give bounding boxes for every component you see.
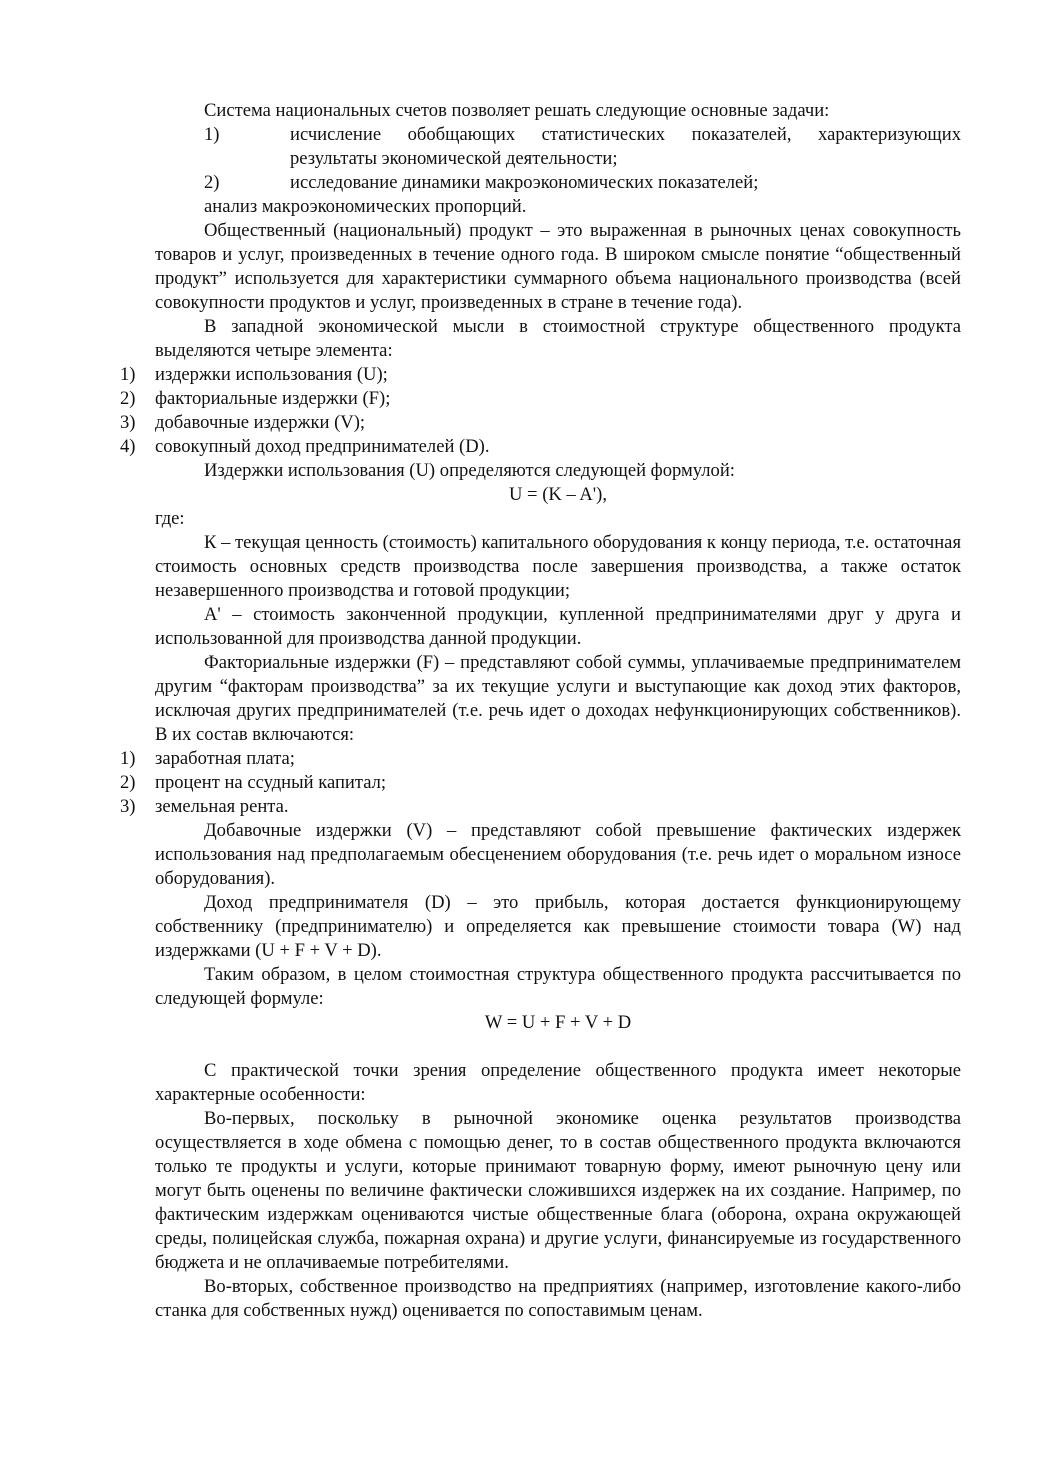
tasks-list <box>155 123 961 195</box>
list-number: 1) <box>120 748 136 769</box>
k-definition-paragraph: К – текущая ценность (стоимость) капитального оборудования к концу периода, т.е. остаточная стоимость основных средств производства после завершения производства, а также остаток незавершенного производства и готовой продукции; <box>155 532 961 601</box>
elements-list <box>120 363 961 459</box>
list-number: 1) <box>204 124 220 145</box>
western-thought-paragraph: В западной экономической мысли в стоимостной структуре общественного продукта выделяются четыре элемента: <box>155 316 961 361</box>
entrepreneur-income-paragraph: Доход предпринимателя (D) – это прибыль, которая достается функционирующему собственнику (предпринимателю) и определяется как превышение стоимости товара (W) над издержками (U + F + V + D). <box>155 892 961 961</box>
list-item <box>120 747 961 771</box>
additional-costs-paragraph: Добавочные издержки (V) – представляют собой превышение фактических издержек использования над предполагаемым обесценением оборудования (т.е. речь идет о моральном износе оборудования). <box>155 820 961 889</box>
list-text: исчисление обобщающих статистических показателей, характеризующих результаты экономической деятельности; <box>290 124 961 169</box>
formula-u: U = (K – A'), <box>508 484 608 505</box>
list-item <box>120 435 961 459</box>
list-number: 2) <box>204 172 220 193</box>
list-number: 1) <box>120 364 136 385</box>
where-label: где: <box>155 508 185 529</box>
list-item <box>120 363 961 387</box>
list-text: факториальные издержки (F); <box>155 388 391 409</box>
page-content <box>120 99 961 1323</box>
blank-line <box>155 1035 961 1059</box>
list-item <box>120 771 961 795</box>
usage-costs-paragraph: Издержки использования (U) определяются следующей формулой: <box>204 460 735 481</box>
list-item <box>155 171 961 195</box>
structure-paragraph: Таким образом, в целом стоимостная структура общественного продукта рассчитывается по следующей формуле: <box>155 964 961 1009</box>
list-text: земельная рента. <box>155 796 289 817</box>
list-number: 4) <box>120 436 136 457</box>
firstly-paragraph: Во-первых, поскольку в рыночной экономике оценка результатов производства осуществляется в ходе обмена с помощью денег, то в состав общественного продукта включаются только те продукты и услуги, которые принимают товарную форму, имеют рыночную цену или могут быть оценены по величине фактически сложившихся издержек на их создание. Например, по фактическим издержкам оцениваются чистые общественные блага (оборона, охрана окружающей среды, полицейская служба, пожарная охрана) и другие услуги, финансируемые из государственного бюджета и не оплачиваемые потребителями. <box>155 1108 961 1273</box>
list-number: 2) <box>120 388 136 409</box>
list-text: исследование динамики макроэкономических показателей; <box>290 172 759 193</box>
list-number: 3) <box>120 796 136 817</box>
formula-w: W = U + F + V + D <box>484 1012 632 1033</box>
list-item <box>155 123 961 171</box>
list-text: заработная плата; <box>155 748 295 769</box>
list-item <box>120 411 961 435</box>
intro-paragraph: Система национальных счетов позволяет решать следующие основные задачи: <box>204 100 830 121</box>
task-3-text: анализ макроэкономических пропорций. <box>204 196 527 217</box>
a-definition-paragraph: А' – стоимость законченной продукции, купленной предпринимателями друг у друга и использованной для производства данной продукции. <box>155 604 961 649</box>
list-number: 2) <box>120 772 136 793</box>
factorial-costs-paragraph: Факториальные издержки (F) – представляют собой суммы, уплачиваемые предпринимателем другим “факторам производства” за их текущие услуги и выступающие как доход этих факторов, исключая других предпринимателей (т.е. речь идет о доходах нефункционирующих собственников). В их состав включаются: <box>155 652 961 745</box>
secondly-paragraph: Во-вторых, собственное производство на предприятиях (например, изготовление какого-либо станка для собственных нужд) оценивается по сопоставимым ценам. <box>155 1276 961 1321</box>
factors-list <box>120 747 961 819</box>
list-text: издержки использования (U); <box>155 364 388 385</box>
list-item <box>120 795 961 819</box>
product-definition-paragraph: Общественный (национальный) продукт – это выраженная в рыночных ценах совокупность товаров и услуг, произведенных в течение одного года. В широком смысле понятие “общественный продукт” используется для характеристики суммарного объема национального производства (всей совокупности продуктов и услуг, произведенных в стране в течение года). <box>155 220 961 313</box>
list-number: 3) <box>120 412 136 433</box>
list-text: процент на ссудный капитал; <box>155 772 387 793</box>
list-item <box>120 387 961 411</box>
list-text: добавочные издержки (V); <box>155 412 366 433</box>
list-text: совокупный доход предпринимателей (D). <box>155 436 490 457</box>
practical-paragraph: С практической точки зрения определение общественного продукта имеет некоторые характерные особенности: <box>155 1060 961 1105</box>
